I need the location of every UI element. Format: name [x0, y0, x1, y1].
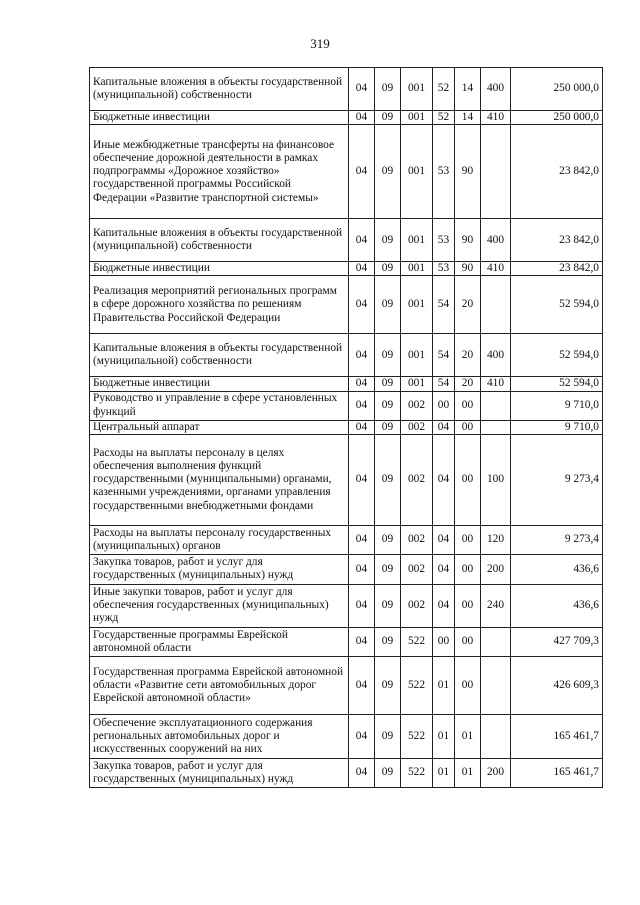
- expense-type-code: 100: [481, 434, 511, 525]
- subsection-code: 09: [375, 111, 401, 125]
- table-row: [90, 584, 603, 627]
- expense-type-code: 410: [481, 111, 511, 125]
- amount: 165 461,7: [511, 714, 603, 758]
- expense-type-code: [481, 420, 511, 434]
- row-name: Закупка товаров, работ и услуг для государственных (муниципальных) нужд: [90, 554, 349, 584]
- target-code-1: 002: [401, 584, 433, 627]
- target-code-2: 53: [433, 262, 455, 276]
- row-name: Государственные программы Еврейской автономной области: [90, 627, 349, 656]
- amount: 23 842,0: [511, 262, 603, 276]
- amount: 23 842,0: [511, 125, 603, 219]
- subsection-code: 09: [375, 334, 401, 377]
- section-code: 04: [349, 627, 375, 656]
- section-code: 04: [349, 219, 375, 262]
- row-name: Обеспечение эксплуатационного содержания региональных автомобильных дорог и искусственных сооружений на них: [90, 714, 349, 758]
- subsection-code: 09: [375, 627, 401, 656]
- target-code-2: 53: [433, 125, 455, 219]
- table-row: [90, 714, 603, 758]
- target-code-2: 00: [433, 627, 455, 656]
- target-code-1: 001: [401, 111, 433, 125]
- subsection-code: 09: [375, 434, 401, 525]
- row-name: Расходы на выплаты персоналу государственных (муниципальных) органов: [90, 525, 349, 554]
- target-code-3: 20: [455, 334, 481, 377]
- amount: 165 461,7: [511, 758, 603, 787]
- target-code-3: 00: [455, 434, 481, 525]
- target-code-2: 01: [433, 758, 455, 787]
- expense-type-code: [481, 627, 511, 656]
- target-code-3: 00: [455, 627, 481, 656]
- section-code: 04: [349, 714, 375, 758]
- target-code-1: 001: [401, 125, 433, 219]
- target-code-1: 001: [401, 377, 433, 391]
- row-name: Иные закупки товаров, работ и услуг для обеспечения государственных (муниципальных) нужд: [90, 584, 349, 627]
- table-row: [90, 276, 603, 334]
- amount: 427 709,3: [511, 627, 603, 656]
- target-code-2: 04: [433, 584, 455, 627]
- target-code-2: 52: [433, 68, 455, 111]
- target-code-1: 001: [401, 276, 433, 334]
- target-code-2: 04: [433, 420, 455, 434]
- amount: 9 273,4: [511, 525, 603, 554]
- subsection-code: 09: [375, 714, 401, 758]
- row-name: Руководство и управление в сфере установленных функций: [90, 391, 349, 420]
- target-code-1: 002: [401, 525, 433, 554]
- expense-type-code: 410: [481, 377, 511, 391]
- section-code: 04: [349, 758, 375, 787]
- subsection-code: 09: [375, 584, 401, 627]
- target-code-3: 90: [455, 262, 481, 276]
- table-row: [90, 434, 603, 525]
- table-row: [90, 554, 603, 584]
- amount: 52 594,0: [511, 276, 603, 334]
- budget-table: [89, 67, 603, 788]
- target-code-3: 00: [455, 554, 481, 584]
- section-code: 04: [349, 68, 375, 111]
- table-row: [90, 377, 603, 391]
- expense-type-code: [481, 276, 511, 334]
- row-name: Бюджетные инвестиции: [90, 377, 349, 391]
- section-code: 04: [349, 420, 375, 434]
- target-code-3: 00: [455, 525, 481, 554]
- target-code-1: 002: [401, 554, 433, 584]
- table-row: [90, 525, 603, 554]
- target-code-3: 20: [455, 276, 481, 334]
- target-code-1: 001: [401, 219, 433, 262]
- table-row: [90, 391, 603, 420]
- subsection-code: 09: [375, 125, 401, 219]
- target-code-3: 90: [455, 219, 481, 262]
- expense-type-code: 400: [481, 68, 511, 111]
- row-name: Государственная программа Еврейской автономной области «Развитие сети автомобильных дорог Еврейской автономной области»: [90, 656, 349, 714]
- target-code-3: 00: [455, 584, 481, 627]
- section-code: 04: [349, 525, 375, 554]
- table-row: [90, 656, 603, 714]
- row-name: Центральный аппарат: [90, 420, 349, 434]
- section-code: 04: [349, 262, 375, 276]
- amount: 436,6: [511, 584, 603, 627]
- amount: 436,6: [511, 554, 603, 584]
- expense-type-code: 200: [481, 758, 511, 787]
- section-code: 04: [349, 391, 375, 420]
- subsection-code: 09: [375, 68, 401, 111]
- target-code-1: 522: [401, 714, 433, 758]
- row-name: Расходы на выплаты персоналу в целях обеспечения выполнения функций государственными (муниципальными) органами, казенными учреждениями, органами управления государственными внебюджетными фондами: [90, 434, 349, 525]
- row-name: Бюджетные инвестиции: [90, 111, 349, 125]
- amount: 23 842,0: [511, 219, 603, 262]
- target-code-2: 01: [433, 714, 455, 758]
- target-code-1: 002: [401, 434, 433, 525]
- expense-type-code: 240: [481, 584, 511, 627]
- amount: 52 594,0: [511, 377, 603, 391]
- table-row: [90, 219, 603, 262]
- expense-type-code: 200: [481, 554, 511, 584]
- target-code-1: 001: [401, 68, 433, 111]
- expense-type-code: 400: [481, 219, 511, 262]
- target-code-2: 54: [433, 377, 455, 391]
- amount: 250 000,0: [511, 111, 603, 125]
- target-code-2: 54: [433, 334, 455, 377]
- target-code-1: 001: [401, 262, 433, 276]
- target-code-2: 53: [433, 219, 455, 262]
- table-row: [90, 758, 603, 787]
- table-row: [90, 262, 603, 276]
- section-code: 04: [349, 334, 375, 377]
- table-row: [90, 68, 603, 111]
- expense-type-code: [481, 391, 511, 420]
- target-code-3: 00: [455, 391, 481, 420]
- target-code-1: 002: [401, 391, 433, 420]
- target-code-2: 04: [433, 434, 455, 525]
- table-row: [90, 627, 603, 656]
- section-code: 04: [349, 554, 375, 584]
- section-code: 04: [349, 125, 375, 219]
- table-row: [90, 111, 603, 125]
- section-code: 04: [349, 276, 375, 334]
- row-name: Иные межбюджетные трансферты на финансовое обеспечение дорожной деятельности в рамках подпрограммы «Дорожное хозяйство» государственной программы Российской Федерации «Развитие транспортной системы»: [90, 125, 349, 219]
- section-code: 04: [349, 656, 375, 714]
- subsection-code: 09: [375, 262, 401, 276]
- row-name: Капитальные вложения в объекты государственной (муниципальной) собственности: [90, 68, 349, 111]
- subsection-code: 09: [375, 525, 401, 554]
- subsection-code: 09: [375, 219, 401, 262]
- row-name: Капитальные вложения в объекты государственной (муниципальной) собственности: [90, 334, 349, 377]
- expense-type-code: [481, 714, 511, 758]
- target-code-2: 04: [433, 554, 455, 584]
- subsection-code: 09: [375, 554, 401, 584]
- section-code: 04: [349, 111, 375, 125]
- target-code-3: 00: [455, 420, 481, 434]
- amount: 250 000,0: [511, 68, 603, 111]
- target-code-2: 04: [433, 525, 455, 554]
- expense-type-code: 120: [481, 525, 511, 554]
- table-row: [90, 334, 603, 377]
- subsection-code: 09: [375, 656, 401, 714]
- subsection-code: 09: [375, 758, 401, 787]
- target-code-2: 54: [433, 276, 455, 334]
- section-code: 04: [349, 434, 375, 525]
- target-code-1: 002: [401, 420, 433, 434]
- row-name: Закупка товаров, работ и услуг для государственных (муниципальных) нужд: [90, 758, 349, 787]
- amount: 52 594,0: [511, 334, 603, 377]
- target-code-3: 01: [455, 714, 481, 758]
- expense-type-code: [481, 125, 511, 219]
- section-code: 04: [349, 377, 375, 391]
- target-code-2: 52: [433, 111, 455, 125]
- expense-type-code: 410: [481, 262, 511, 276]
- target-code-3: 14: [455, 111, 481, 125]
- row-name: Бюджетные инвестиции: [90, 262, 349, 276]
- subsection-code: 09: [375, 391, 401, 420]
- target-code-3: 14: [455, 68, 481, 111]
- subsection-code: 09: [375, 377, 401, 391]
- row-name: Реализация мероприятий региональных программ в сфере дорожного хозяйства по решениям Правительства Российской Федерации: [90, 276, 349, 334]
- amount: 9 710,0: [511, 391, 603, 420]
- target-code-2: 01: [433, 656, 455, 714]
- target-code-1: 522: [401, 758, 433, 787]
- expense-type-code: [481, 656, 511, 714]
- expense-type-code: 400: [481, 334, 511, 377]
- target-code-1: 522: [401, 656, 433, 714]
- target-code-2: 00: [433, 391, 455, 420]
- subsection-code: 09: [375, 420, 401, 434]
- row-name: Капитальные вложения в объекты государственной (муниципальной) собственности: [90, 219, 349, 262]
- table-row: [90, 420, 603, 434]
- page-number: 319: [310, 36, 330, 51]
- amount: 426 609,3: [511, 656, 603, 714]
- section-code: 04: [349, 584, 375, 627]
- target-code-3: 20: [455, 377, 481, 391]
- table-row: [90, 125, 603, 219]
- target-code-1: 522: [401, 627, 433, 656]
- target-code-3: 00: [455, 656, 481, 714]
- target-code-3: 90: [455, 125, 481, 219]
- amount: 9 273,4: [511, 434, 603, 525]
- target-code-3: 01: [455, 758, 481, 787]
- target-code-1: 001: [401, 334, 433, 377]
- amount: 9 710,0: [511, 420, 603, 434]
- subsection-code: 09: [375, 276, 401, 334]
